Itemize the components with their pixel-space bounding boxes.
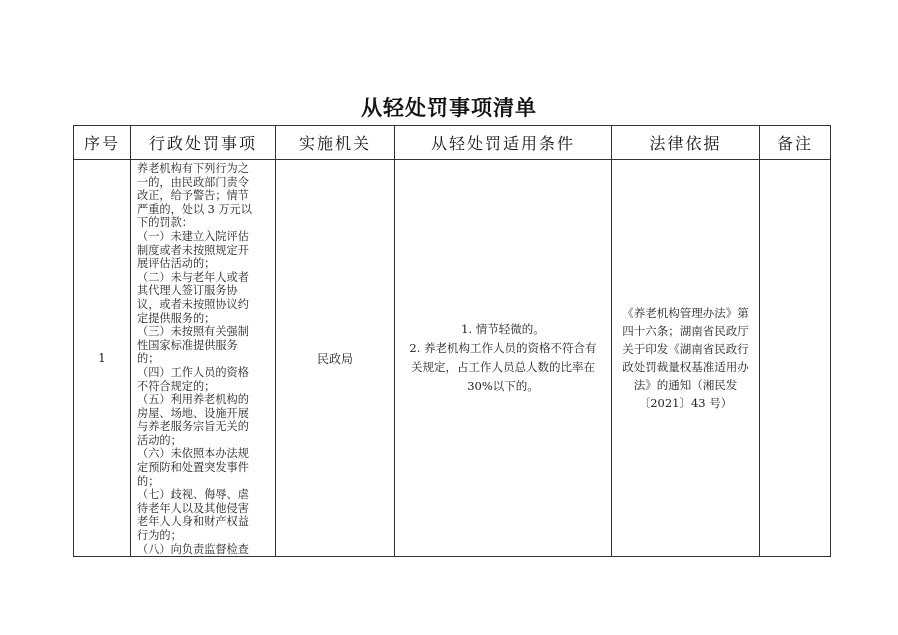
item-line: 改正，给予警告；情节: [137, 189, 249, 203]
item-line: （六）未依照本办法规: [137, 447, 249, 461]
item-line: 老年人人身和财产权益: [137, 515, 249, 529]
item-line: 的；: [137, 474, 160, 488]
row-index: 1: [74, 160, 131, 557]
item-line: 性国家标准提供服务: [137, 338, 238, 352]
row-item: [131, 160, 276, 557]
item-line: 定预防和处置突发事件: [137, 461, 249, 475]
item-lines: [137, 162, 271, 556]
row-conditions: [395, 160, 612, 557]
item-line: 其代理人签订服务协: [137, 284, 238, 298]
item-line: （二）未与老年人或者: [137, 270, 249, 284]
item-line: （七）歧视、侮辱、虐: [137, 488, 249, 502]
item-line: （三）未按照有关强制: [137, 325, 249, 339]
row-legal-basis: 《养老机构管理办法》第四十六条；湖南省民政厅关于印发《湖南省民政行政处罚裁量权基准适用办法》的通知（湘民发〔2021〕43 号）: [612, 160, 760, 557]
item-line: 定提供服务的；: [137, 311, 216, 325]
table-row: [74, 160, 831, 557]
item-line: 的；: [137, 352, 160, 366]
item-line: （四）工作人员的资格: [137, 365, 249, 379]
item-line: （八）向负责监督检查: [137, 542, 249, 556]
table-header-row: [74, 126, 831, 160]
condition-2: 2. 养老机构工作人员的资格不符合有关规定，占工作人员总人数的比率在 30%以下的。: [409, 341, 597, 394]
header-conditions: 从轻处罚适用条件: [395, 126, 612, 160]
item-line: 下的罚款：: [137, 216, 193, 230]
page-title: 从轻处罚事项清单: [361, 95, 537, 120]
item-line: 严重的，处以 3 万元以: [137, 202, 252, 216]
header-remarks: 备注: [760, 126, 831, 160]
header-agency: 实施机关: [276, 126, 395, 160]
condition-1: 1. 情节轻微的。: [461, 322, 545, 337]
header-index: 序号: [74, 126, 131, 160]
item-line: 展评估活动的；: [137, 257, 216, 271]
item-line: 与养老服务宗旨无关的: [137, 420, 249, 434]
item-line: 养老机构有下列行为之: [137, 162, 249, 175]
row-remarks: [760, 160, 831, 557]
item-line: 议，或者未按照协议约: [137, 297, 249, 311]
item-line: 制度或者未按照规定开: [137, 243, 249, 257]
item-line: （五）利用养老机构的: [137, 393, 249, 407]
item-line: 待老年人以及其他侵害: [137, 501, 249, 515]
header-item: 行政处罚事项: [131, 126, 276, 160]
penalty-table: [73, 125, 831, 557]
item-line: （一）未建立入院评估: [137, 229, 249, 243]
item-line: 房屋、场地、设施开展: [137, 406, 249, 420]
item-line: 行为的；: [137, 529, 182, 543]
header-legal-basis: 法律依据: [612, 126, 760, 160]
item-line: 活动的；: [137, 433, 182, 447]
row-agency: 民政局: [276, 160, 395, 557]
item-line: 不符合规定的；: [137, 379, 216, 393]
item-line: 一的，由民政部门责令: [137, 175, 249, 189]
